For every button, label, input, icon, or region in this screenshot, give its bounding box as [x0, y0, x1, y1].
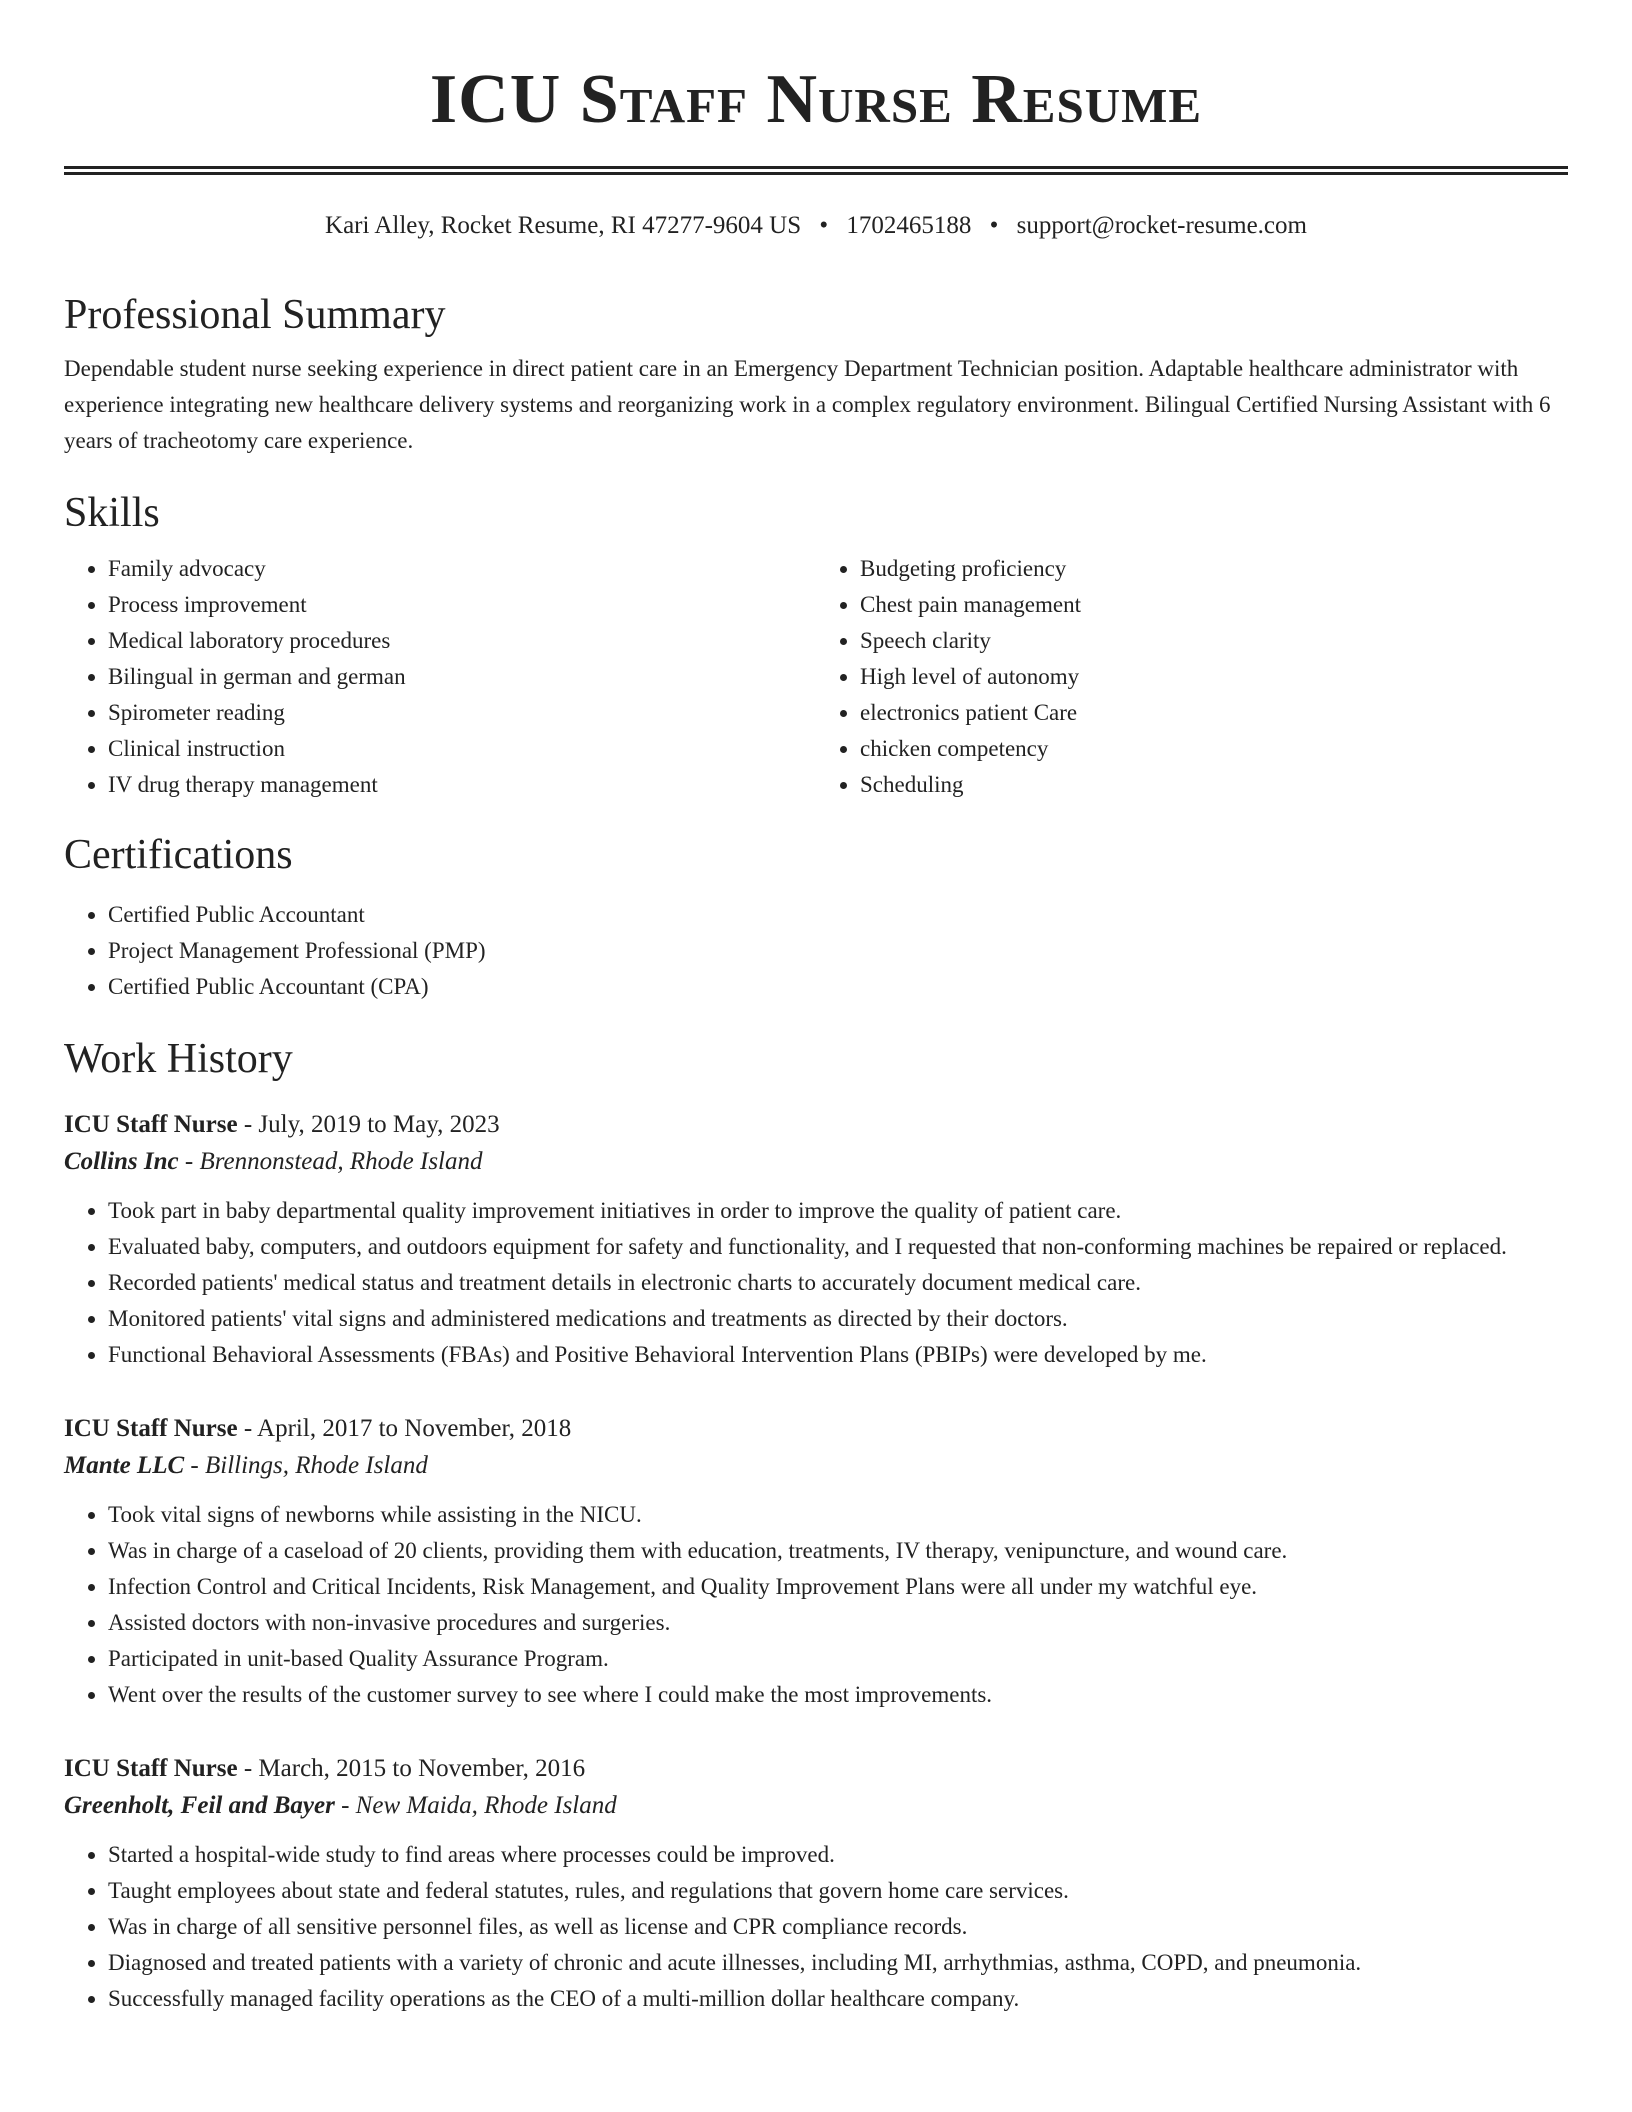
job-company: Collins Inc — [64, 1148, 179, 1175]
skills-list-right — [816, 551, 1568, 803]
job-bullet: • Monitored patients' vital signs and administered medications and treatments as directed by their doctors. — [108, 1301, 1568, 1337]
certification-item: • Project Management Professional (PMP) — [108, 933, 1568, 969]
certifications-section — [64, 831, 1568, 1005]
job-entry — [64, 1411, 1568, 1713]
job-bullet: • Was in charge of a caseload of 20 clients, providing them with education, treatments, IV therapy, venipuncture, and wound care. — [108, 1533, 1568, 1569]
skill-item: • Medical laboratory procedures — [108, 623, 816, 659]
job-bullet: • Took part in baby departmental quality improvement initiatives in order to improve the quality of patient care. — [108, 1193, 1568, 1229]
contact-address: Kari Alley, Rocket Resume, RI 47277-9604 US — [325, 212, 802, 239]
skill-item: • High level of autonomy — [860, 659, 1568, 695]
contact-line — [64, 211, 1568, 241]
job-bullet: • Assisted doctors with non-invasive procedures and surgeries. — [108, 1605, 1568, 1641]
skill-item: • Scheduling — [860, 767, 1568, 803]
work-history-section — [64, 1035, 1568, 2017]
skill-item: • Family advocacy — [108, 551, 816, 587]
job-bullets — [64, 1193, 1568, 1373]
job-bullets — [64, 1497, 1568, 1713]
section-heading-summary: Professional Summary — [64, 292, 446, 338]
professional-summary-section — [64, 291, 1568, 459]
skill-item: • Speech clarity — [860, 623, 1568, 659]
skills-columns — [64, 551, 1568, 803]
summary-text: Dependable student nurse seeking experience in direct patient care in an Emergency Department Technician position. Adaptable healthcare administrator with experience integrating new healthcare delivery systems and reorganizing work in a complex regulatory environment. Bilingual Certified Nursing Assistant with 6 years of tracheotomy care experience. — [64, 356, 1551, 453]
job-company-line — [64, 1447, 1568, 1485]
skill-item: • chicken competency — [860, 731, 1568, 767]
resume-title: ICU Staff Nurse Resume — [429, 61, 1203, 138]
skill-item: • IV drug therapy management — [108, 767, 816, 803]
skills-list-left — [64, 551, 816, 803]
skill-item: • Chest pain management — [860, 587, 1568, 623]
skill-item: • Spirometer reading — [108, 695, 816, 731]
job-company: Greenholt, Feil and Bayer — [64, 1792, 335, 1819]
job-location: - Billings, Rhode Island — [184, 1452, 428, 1479]
title-divider — [64, 166, 1568, 175]
job-entry — [64, 1107, 1568, 1373]
job-bullet: • Successfully managed facility operations as the CEO of a multi-million dollar healthcare company. — [108, 1981, 1568, 2017]
job-location: - New Maida, Rhode Island — [334, 1792, 617, 1819]
certification-item: • Certified Public Accountant — [108, 897, 1568, 933]
job-title: ICU Staff Nurse — [64, 1415, 238, 1442]
job-bullet: • Started a hospital-wide study to find areas where processes could be improved. — [108, 1837, 1568, 1873]
job-bullet: • Recorded patients' medical status and treatment details in electronic charts to accurately document medical care. — [108, 1265, 1568, 1301]
section-heading-work-history: Work History — [64, 1036, 293, 1082]
job-bullet: • Took vital signs of newborns while assisting in the NICU. — [108, 1497, 1568, 1533]
section-heading-certifications: Certifications — [64, 832, 293, 878]
skill-item: • Clinical instruction — [108, 731, 816, 767]
job-bullet: • Was in charge of all sensitive personnel files, as well as license and CPR compliance records. — [108, 1909, 1568, 1945]
contact-separator: • — [819, 212, 829, 239]
skill-item: • Budgeting proficiency — [860, 551, 1568, 587]
job-company-line — [64, 1143, 1568, 1181]
job-company: Mante LLC — [64, 1452, 185, 1479]
job-bullet: • Evaluated baby, computers, and outdoors equipment for safety and functionality, and I requested that non-conforming machines be repaired or replaced. — [108, 1229, 1568, 1265]
job-bullet: • Participated in unit-based Quality Assurance Program. — [108, 1641, 1568, 1677]
job-bullet: • Went over the results of the customer survey to see where I could make the most improvements. — [108, 1677, 1568, 1713]
contact-email: support@rocket-resume.com — [1016, 212, 1307, 239]
job-entry — [64, 1751, 1568, 2017]
skill-item: • Process improvement — [108, 587, 816, 623]
skill-item: • electronics patient Care — [860, 695, 1568, 731]
skills-section — [64, 489, 1568, 803]
certifications-list — [64, 897, 1568, 1005]
job-bullets — [64, 1837, 1568, 2017]
section-heading-skills: Skills — [64, 490, 160, 536]
job-title-line — [64, 1107, 1568, 1143]
job-bullet: • Infection Control and Critical Incidents, Risk Management, and Quality Improvement Plans were all under my watchful eye. — [108, 1569, 1568, 1605]
job-title-line — [64, 1751, 1568, 1787]
job-dates: - March, 2015 to November, 2016 — [237, 1755, 586, 1782]
skill-item: • Bilingual in german and german — [108, 659, 816, 695]
job-dates: - July, 2019 to May, 2023 — [237, 1111, 500, 1138]
contact-separator: • — [989, 212, 999, 239]
certification-item: • Certified Public Accountant (CPA) — [108, 969, 1568, 1005]
job-bullet: • Taught employees about state and federal statutes, rules, and regulations that govern home care services. — [108, 1873, 1568, 1909]
job-title-line — [64, 1411, 1568, 1447]
job-title: ICU Staff Nurse — [64, 1755, 238, 1782]
job-bullet: • Functional Behavioral Assessments (FBAs) and Positive Behavioral Intervention Plans (PBIPs) were developed by me. — [108, 1337, 1568, 1373]
job-bullet: • Diagnosed and treated patients with a variety of chronic and acute illnesses, including MI, arrhythmias, asthma, COPD, and pneumonia. — [108, 1945, 1568, 1981]
job-company-line — [64, 1787, 1568, 1825]
job-title: ICU Staff Nurse — [64, 1111, 238, 1138]
contact-phone: 1702465188 — [846, 212, 972, 239]
job-location: - Brennonstead, Rhode Island — [178, 1148, 483, 1175]
job-dates: - April, 2017 to November, 2018 — [237, 1415, 572, 1442]
